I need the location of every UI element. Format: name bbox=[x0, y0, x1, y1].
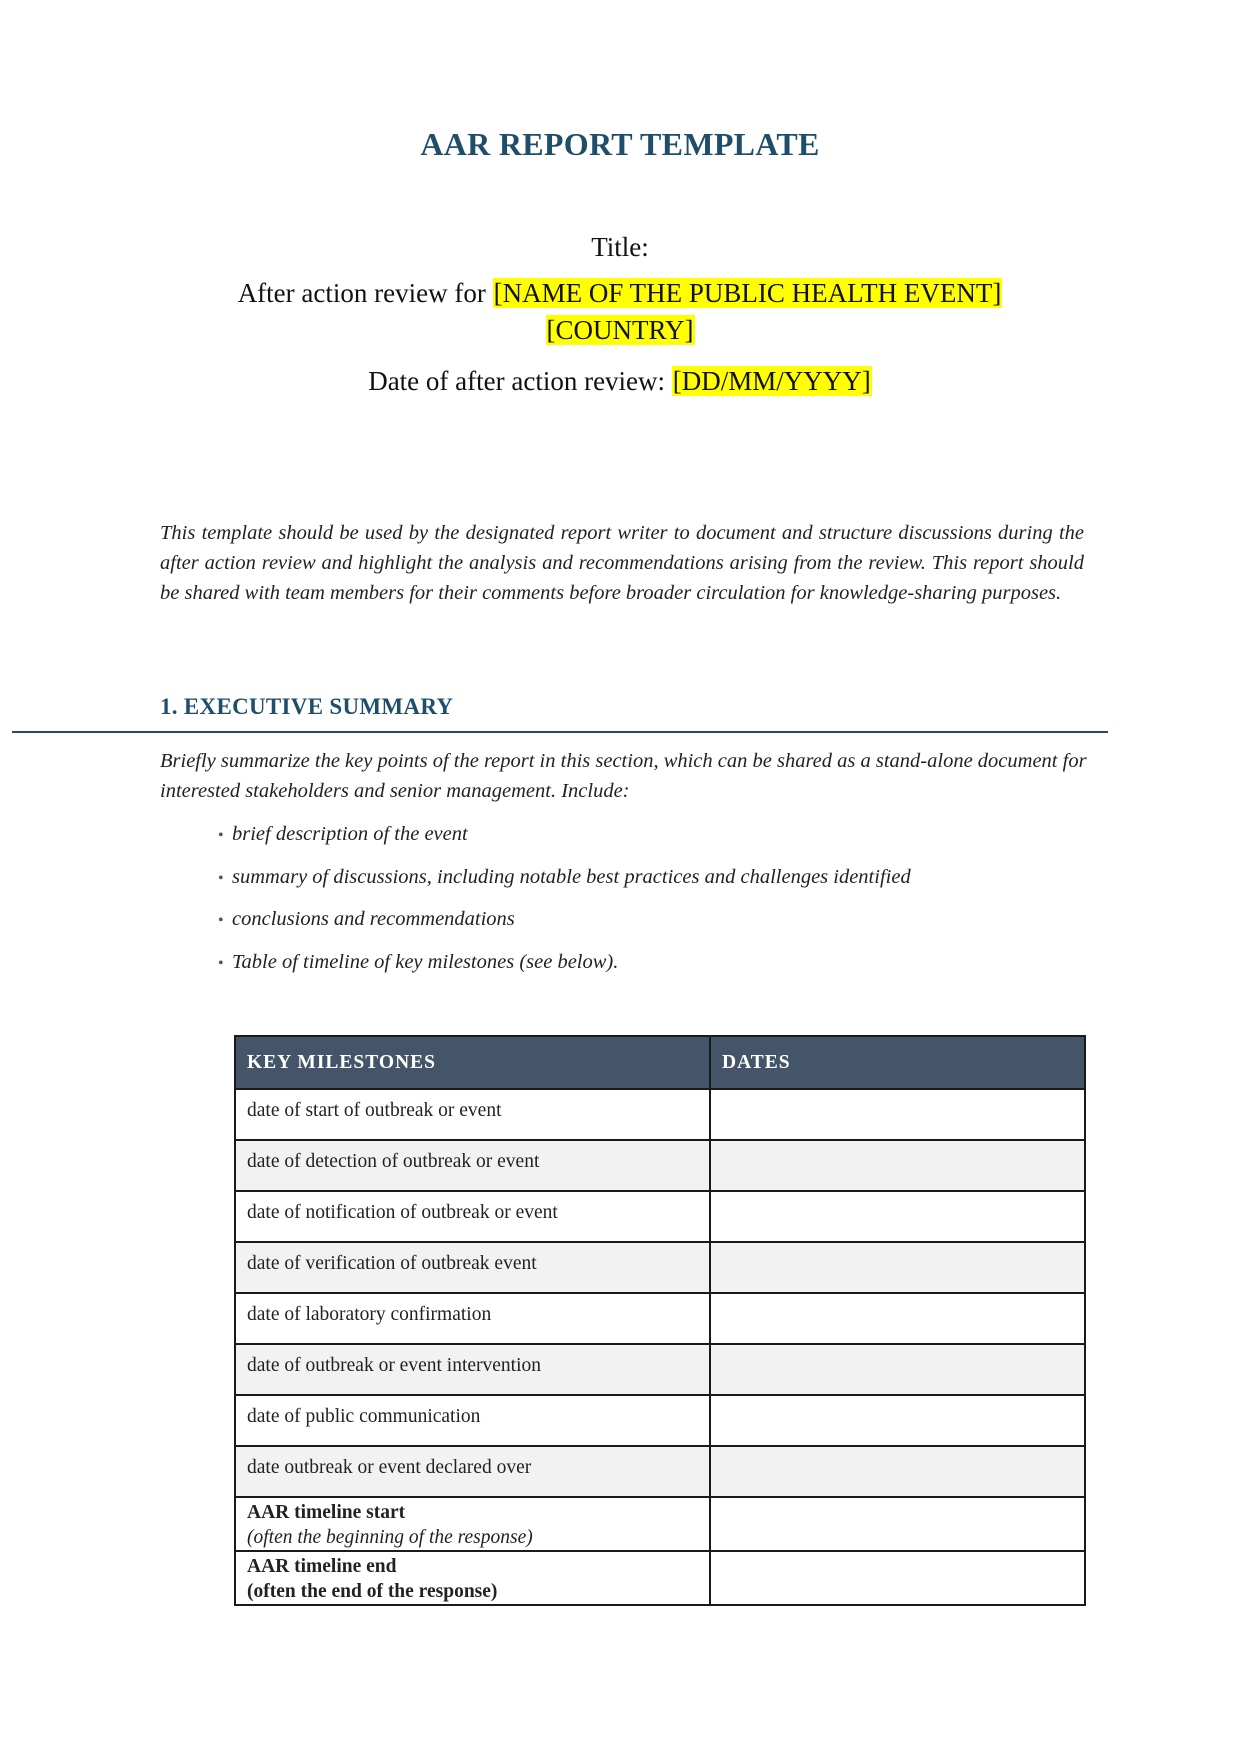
table-row-timeline-end bbox=[235, 1551, 1085, 1605]
timeline-start-label: AAR timeline start bbox=[247, 1502, 406, 1523]
milestone-cell: date of outbreak or event intervention bbox=[235, 1344, 710, 1395]
column-header-dates: DATES bbox=[710, 1036, 1085, 1089]
title-label: Title: bbox=[591, 232, 649, 262]
bullet-icon: • bbox=[218, 954, 224, 972]
date-cell[interactable] bbox=[710, 1089, 1085, 1140]
section-divider bbox=[12, 731, 1108, 733]
date-cell[interactable] bbox=[710, 1293, 1085, 1344]
list-item bbox=[218, 819, 911, 862]
key-milestones-table bbox=[234, 1035, 1086, 1606]
table-row bbox=[235, 1089, 1085, 1140]
bullet-icon: • bbox=[218, 827, 224, 844]
milestone-cell: date of public communication bbox=[235, 1395, 710, 1446]
bullet-icon: • bbox=[218, 869, 224, 887]
date-cell[interactable] bbox=[710, 1395, 1085, 1446]
timeline-end-label: AAR timeline end bbox=[247, 1556, 397, 1577]
summary-bullet-list bbox=[218, 819, 911, 989]
date-cell[interactable] bbox=[710, 1344, 1085, 1395]
table-row bbox=[235, 1191, 1085, 1242]
executive-summary-instructions: Briefly summarize the key points of the report in this section, which can be shared as a stand-alone document for interested stakeholders and senior management. Include: bbox=[160, 750, 1087, 802]
timeline-end-cell bbox=[235, 1551, 710, 1605]
review-for-line bbox=[0, 278, 1240, 309]
bullet-text: brief description of the event bbox=[232, 823, 468, 845]
table-header-row bbox=[235, 1036, 1085, 1089]
table-row bbox=[235, 1293, 1085, 1344]
table-row bbox=[235, 1140, 1085, 1191]
review-date-placeholder[interactable]: [DD/MM/YYYY] bbox=[672, 366, 871, 396]
review-prefix: After action review for bbox=[237, 278, 493, 308]
bullet-text: summary of discussions, including notable best practices and challenges identified bbox=[232, 865, 911, 888]
bullet-icon: • bbox=[218, 912, 224, 929]
date-cell[interactable] bbox=[710, 1191, 1085, 1242]
milestone-cell: date of detection of outbreak or event bbox=[235, 1140, 710, 1191]
list-item bbox=[218, 904, 911, 947]
table-row-timeline-start bbox=[235, 1497, 1085, 1551]
milestone-cell: date of start of outbreak or event bbox=[235, 1089, 710, 1140]
country-line bbox=[0, 315, 1240, 346]
milestone-cell: date of verification of outbreak event bbox=[235, 1242, 710, 1293]
list-item bbox=[218, 947, 911, 990]
timeline-start-note: (often the beginning of the response) bbox=[247, 1527, 533, 1548]
bullet-text: conclusions and recommendations bbox=[232, 908, 515, 930]
section-heading-executive-summary: 1. EXECUTIVE SUMMARY bbox=[160, 694, 454, 719]
milestone-cell: date outbreak or event declared over bbox=[235, 1446, 710, 1497]
date-cell[interactable] bbox=[710, 1551, 1085, 1605]
date-cell[interactable] bbox=[710, 1242, 1085, 1293]
milestone-cell: date of laboratory confirmation bbox=[235, 1293, 710, 1344]
timeline-end-note: (often the end of the response) bbox=[247, 1581, 498, 1602]
date-cell[interactable] bbox=[710, 1497, 1085, 1551]
table-row bbox=[235, 1446, 1085, 1497]
document-title: AAR REPORT TEMPLATE bbox=[420, 126, 820, 162]
country-placeholder[interactable]: [COUNTRY] bbox=[546, 315, 694, 345]
intro-paragraph: This template should be used by the designated report writer to document and structure discussions during the after action review and highlight the analysis and recommendations arising from the review. This report should be shared with team members for their comments before broader circulation for knowledge-sharing purposes. bbox=[160, 522, 1084, 604]
column-header-key-milestones: KEY MILESTONES bbox=[235, 1036, 710, 1089]
table-row bbox=[235, 1344, 1085, 1395]
date-cell[interactable] bbox=[710, 1446, 1085, 1497]
list-item bbox=[218, 862, 911, 905]
timeline-start-cell bbox=[235, 1497, 710, 1551]
date-cell[interactable] bbox=[710, 1140, 1085, 1191]
event-name-placeholder[interactable]: [NAME OF THE PUBLIC HEALTH EVENT] bbox=[493, 278, 1002, 308]
title-label-line bbox=[0, 232, 1240, 263]
table-row bbox=[235, 1242, 1085, 1293]
review-date-prefix: Date of after action review: bbox=[368, 366, 672, 396]
bullet-text: Table of timeline of key milestones (see below). bbox=[232, 950, 619, 973]
review-date-line bbox=[0, 366, 1240, 397]
table-row bbox=[235, 1395, 1085, 1446]
milestone-cell: date of notification of outbreak or event bbox=[235, 1191, 710, 1242]
